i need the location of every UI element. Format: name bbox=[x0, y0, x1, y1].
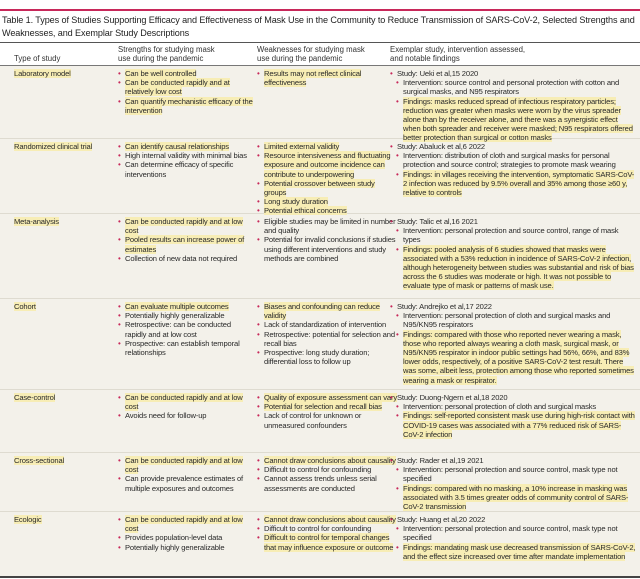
weakness-item: • Potential ethical concerns bbox=[257, 206, 397, 215]
exemplar-study: • Study: Abaluck et al,6 2022 bbox=[390, 142, 636, 151]
study-type-label: Cohort bbox=[14, 302, 36, 311]
exemplar-study: • Study: Rader et al,19 2021 bbox=[390, 456, 636, 465]
study-type bbox=[14, 302, 119, 311]
strength-item: • Can be well controlled bbox=[118, 69, 253, 78]
studies-table bbox=[0, 42, 640, 578]
study-type bbox=[14, 515, 119, 524]
strength-item: • Pooled results can increase power of estimates bbox=[118, 235, 253, 253]
weakness-item: • Cannot assess trends unless serial assessments are conducted bbox=[257, 474, 397, 492]
weakness-cell bbox=[257, 302, 397, 366]
exemplar-findings bbox=[396, 245, 636, 291]
weakness-cell bbox=[257, 217, 397, 263]
strength-item: • Can be conducted rapidly and at relatively low cost bbox=[118, 78, 253, 96]
findings-text: Findings: mandating mask use decreased transmission of SARS-CoV-2, and the effect size increased over time after mandate implementation bbox=[403, 542, 636, 561]
table-row bbox=[0, 299, 640, 390]
exemplar-cell bbox=[390, 515, 636, 561]
weakness-item: • Resource intensiveness and fluctuating exposure and outcome incidence can contribute to underpowering bbox=[257, 151, 397, 179]
study-type-label: Ecologic bbox=[14, 515, 42, 524]
weakness-item: • Limited external validity bbox=[257, 142, 397, 151]
weakness-item: • Long study duration bbox=[257, 197, 397, 206]
study-type bbox=[14, 142, 119, 151]
exemplar-intervention: • Intervention: personal protection and source control, range of mask types bbox=[396, 226, 636, 244]
findings-text: Findings: compared with those who reported never wearing a mask, those who reported always wearing a cloth mask, surgical mask, or N95/KN95 respirator in indoor public settings had 56%, 66%, and 83% lower odds, respectively, of a positive SARS-CoV-2 test result. There was some, albeit less, protection among those who reported sometimes wearing a mask or respirator. bbox=[403, 329, 634, 385]
strength-item: • Prospective: can establish temporal relationships bbox=[118, 339, 253, 357]
exemplar-intervention: • Intervention: distribution of cloth and surgical masks for personal protection and source control; strategies to promote mask wearing bbox=[396, 151, 636, 169]
weakness-item: • Lack of control for unknown or unmeasured confounders bbox=[257, 411, 397, 429]
table-row bbox=[0, 66, 640, 143]
exemplar-intervention: • Intervention: personal protection of cloth and surgical masks bbox=[396, 402, 636, 411]
exemplar-cell bbox=[390, 142, 636, 197]
exemplar-study: • Study: Huang et al,20 2022 bbox=[390, 515, 636, 524]
weakness-item: • Potential crossover between study groups bbox=[257, 179, 397, 197]
strength-item: • Provides population-level data bbox=[118, 533, 253, 542]
strength-item: • Potentially highly generalizable bbox=[118, 311, 253, 320]
strength-item: • High internal validity with minimal bias bbox=[118, 151, 253, 160]
exemplar-cell bbox=[390, 456, 636, 511]
table-row bbox=[0, 139, 640, 214]
strength-item: • Can evaluate multiple outcomes bbox=[118, 302, 253, 311]
weakness-cell bbox=[257, 393, 397, 430]
exemplar-cell bbox=[390, 69, 636, 143]
weakness-cell bbox=[257, 69, 397, 87]
weakness-item: • Quality of exposure assessment can vary bbox=[257, 393, 397, 402]
strength-cell bbox=[118, 69, 253, 115]
strength-item: • Can be conducted rapidly and at low cost bbox=[118, 456, 253, 474]
header-exemplar: Exemplar study, intervention assessed, and notable findings bbox=[390, 45, 526, 63]
strength-item: • Avoids need for follow-up bbox=[118, 411, 253, 420]
exemplar-study: • Study: Andrejko et al,17 2022 bbox=[390, 302, 636, 311]
exemplar-findings bbox=[396, 330, 636, 385]
weakness-item: • Cannot draw conclusions about causality bbox=[257, 456, 397, 465]
table-body bbox=[0, 66, 640, 578]
strength-item: • Can be conducted rapidly and at low cost bbox=[118, 217, 253, 235]
strength-cell bbox=[118, 393, 253, 421]
study-type bbox=[14, 456, 119, 465]
strength-item: • Retrospective: can be conducted rapidly and at low cost bbox=[118, 320, 253, 338]
exemplar-intervention: • Intervention: personal protection of cloth and surgical masks and N95/KN95 respirators bbox=[396, 311, 636, 329]
table-row bbox=[0, 453, 640, 512]
exemplar-findings bbox=[396, 97, 636, 143]
exemplar-cell bbox=[390, 302, 636, 385]
exemplar-cell bbox=[390, 393, 636, 439]
exemplar-findings bbox=[396, 543, 636, 561]
weakness-item: • Difficult to control for confounding bbox=[257, 524, 397, 533]
study-type-label: Randomized clinical trial bbox=[14, 142, 93, 151]
study-type-label: Laboratory model bbox=[14, 69, 71, 78]
weakness-cell bbox=[257, 142, 397, 216]
study-type bbox=[14, 217, 119, 226]
weakness-item: • Lack of standardization of intervention bbox=[257, 320, 397, 329]
strength-item: • Can be conducted rapidly and at low cost bbox=[118, 393, 253, 411]
findings-text: Findings: masks reduced spread of infectious respiratory particles; reduction was greater when masks were worn by the virus spreader alone than by the receiver alone, and there was a synergistic effect when both spreader and receiver were masked; N95 respirators offered better protection than surgical or cotton masks bbox=[403, 96, 633, 143]
findings-text: Findings: self-reported consistent mask use during high-risk contact with COVID-19 cases was associated with a 77% reduced risk of SARS-CoV-2 infection bbox=[403, 411, 635, 439]
strength-item: • Can quantify mechanistic efficacy of the intervention bbox=[118, 97, 253, 115]
findings-text: Findings: compared with no masking, a 10% increase in masking was associated with 3.5 times greater odds of community control of SARS-CoV-2 transmission bbox=[403, 483, 629, 512]
table-row bbox=[0, 390, 640, 453]
strength-item: • Can be conducted rapidly and at low cost bbox=[118, 515, 253, 533]
exemplar-intervention: • Intervention: personal protection and source control, mask type not specified bbox=[396, 465, 636, 483]
weakness-item: • Prospective: long study duration; differential loss to follow up bbox=[257, 348, 397, 366]
accent-rule bbox=[0, 9, 640, 11]
weakness-item: • Retrospective: potential for selection and recall bias bbox=[257, 330, 397, 348]
strength-item: • Can identify causal relationships bbox=[118, 142, 253, 151]
exemplar-findings bbox=[396, 484, 636, 512]
weakness-item: • Cannot draw conclusions about causality bbox=[257, 515, 397, 524]
exemplar-study: • Study: Talic et al,16 2021 bbox=[390, 217, 636, 226]
weakness-item: • Potential for selection and recall bias bbox=[257, 402, 397, 411]
header-weaknesses: Weaknesses for studying mask use during the pandemic bbox=[257, 45, 365, 63]
exemplar-findings bbox=[396, 170, 636, 198]
table-header bbox=[0, 42, 640, 66]
exemplar-study: • Study: Ueki et al,15 2020 bbox=[390, 69, 636, 78]
strength-cell bbox=[118, 302, 253, 357]
strength-item: • Potentially highly generalizable bbox=[118, 543, 253, 552]
header-type: Type of study bbox=[14, 54, 61, 63]
weakness-item: • Biases and confounding can reduce validity bbox=[257, 302, 397, 320]
study-type-label: Meta-analysis bbox=[14, 217, 59, 226]
header-strengths: Strengths for studying mask use during the pandemic bbox=[118, 45, 215, 63]
table-row bbox=[0, 512, 640, 576]
exemplar-findings bbox=[396, 411, 636, 439]
strength-item: • Collection of new data not required bbox=[118, 254, 253, 263]
strength-item: • Can determine efficacy of specific interventions bbox=[118, 160, 253, 178]
study-type-label: Case-control bbox=[14, 393, 56, 402]
strength-cell bbox=[118, 217, 253, 263]
findings-text: Findings: in villages receiving the intervention, symptomatic SARS-CoV-2 infection was reduced by 9.5% overall and 35% among those ≥60 y, relative to controls bbox=[403, 169, 635, 198]
study-type bbox=[14, 69, 119, 78]
weakness-item: • Eligible studies may be limited in number and quality bbox=[257, 217, 397, 235]
exemplar-cell bbox=[390, 217, 636, 291]
strength-item: • Can provide prevalence estimates of multiple exposures and outcomes bbox=[118, 474, 253, 492]
table-caption: Table 1. Types of Studies Supporting Efficacy and Effectiveness of Mask Use in the Community to Reduce Transmission of SARS-CoV-2, Selected Strengths and Weaknesses, and Exemplar Study Descriptions bbox=[2, 15, 635, 38]
weakness-item: • Difficult to control for temporal changes that may influence exposure or outcome bbox=[257, 533, 397, 551]
weakness-item: • Potential for invalid conclusions if studies using different interventions and study methods are combined bbox=[257, 235, 397, 263]
study-type bbox=[14, 393, 119, 402]
exemplar-intervention: • Intervention: personal protection and source control, mask type not specified bbox=[396, 524, 636, 542]
exemplar-study: • Study: Duong-Ngern et al,18 2020 bbox=[390, 393, 636, 402]
strength-cell bbox=[118, 142, 253, 179]
strength-cell bbox=[118, 456, 253, 493]
weakness-cell bbox=[257, 515, 397, 552]
exemplar-intervention: • Intervention: source control and personal protection with cotton and surgical masks, and N95 respirators bbox=[396, 78, 636, 96]
weakness-cell bbox=[257, 456, 397, 493]
findings-text: Findings: pooled analysis of 6 studies showed that masks were associated with a 53% reduction in incidence of SARS-CoV-2 infection, although heterogeneity between studies was substantial and risk of bias across the 6 studies was moderate or high. It was not possible to evaluate type of mask or patterns of mask use. bbox=[403, 244, 634, 291]
weakness-item: • Difficult to control for confounding bbox=[257, 465, 397, 474]
strength-cell bbox=[118, 515, 253, 552]
weakness-item: • Results may not reflect clinical effectiveness bbox=[257, 69, 397, 87]
study-type-label: Cross-sectional bbox=[14, 456, 65, 465]
table-row bbox=[0, 214, 640, 299]
